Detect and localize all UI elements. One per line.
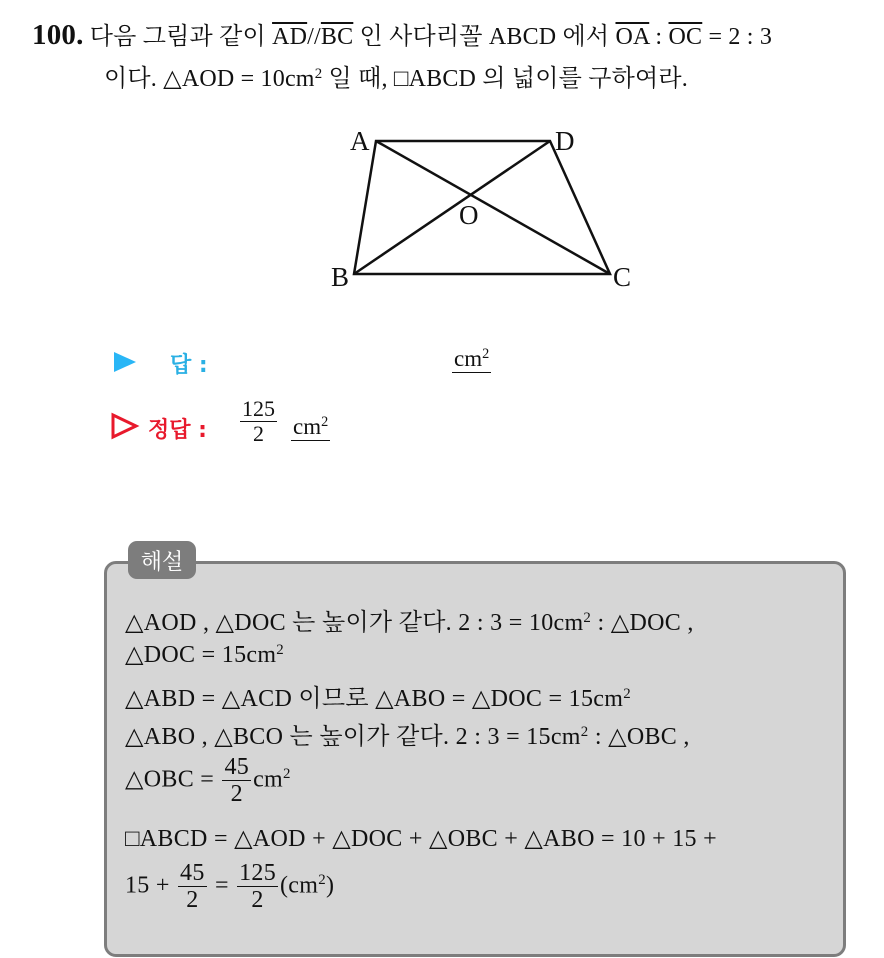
trapezoid-outline	[354, 141, 610, 274]
solution-line-5: △OBC = $\frac{45}{2}$ $cm^2$	[125, 754, 291, 808]
answer-label: 답 :	[170, 353, 208, 378]
segment-oc: $\overline{OC}$	[668, 24, 703, 50]
problem-text: 이다. △AOD = 10cm	[104, 66, 315, 92]
solution-line-6: □ABCD = △AOD + △DOC + △OBC + △ABO = 10 + 15 +	[125, 826, 717, 852]
vertex-label-a: A	[350, 126, 370, 156]
parallel-sign: //	[307, 24, 321, 50]
diagonal-ac	[376, 141, 610, 274]
vertex-label-c: C	[613, 262, 632, 292]
solution-line-4: △ABO , △BCO 는 높이가 같다. 2 : $3 = 15cm^2$ : △OBC ,	[125, 723, 690, 750]
answer-unit: $cm^2$	[454, 346, 490, 371]
problem-text: 일 때, □ABCD 의 넓이를 구하여라.	[322, 66, 688, 92]
segment-ad: $\overline{AD}$	[272, 24, 308, 50]
correct-answer-label: 정답 :	[148, 418, 207, 443]
problem-text: 다음 그림과 같이	[89, 24, 273, 50]
solution-tab: 해설	[128, 541, 196, 579]
solution-line-1: △AOD , △DOC 는 높이가 같다. 2 : $3 = 10cm^2$ : △DOC ,	[125, 609, 694, 636]
segment-oa: $\overline{OA}$	[615, 24, 650, 50]
vertex-label-d: D	[555, 126, 575, 156]
problem-text: = 2 : 3	[702, 24, 773, 50]
segment-bc: $\overline{BC}$	[320, 24, 354, 50]
solution-line-2: △DOC = $15cm^2$	[125, 641, 285, 668]
point-label-o: O	[459, 200, 479, 230]
solution-line-3: △ABD = △ACD 이므로 △ABO = △DOC = $15cm^2$	[125, 685, 631, 712]
problem-text: 인 사다리꼴 ABCD 에서	[353, 24, 616, 50]
problem-number: 100.	[32, 19, 84, 51]
outline-triangle-icon	[110, 412, 140, 440]
filled-triangle-icon	[112, 350, 138, 374]
trapezoid-diagram	[0, 0, 884, 320]
vertex-label-b: B	[331, 262, 350, 292]
ratio-separator: :	[649, 24, 669, 50]
diagonal-bd	[354, 141, 550, 274]
solution-line-7: 15 + $\frac{45}{2}$ = $\frac{125}{2}$ $(cm^2)$	[125, 860, 335, 914]
correct-answer-unit: $cm^2$	[293, 414, 329, 439]
correct-answer-fraction: $\frac{125}{2}$	[242, 396, 275, 447]
superscript: 2	[314, 65, 323, 82]
